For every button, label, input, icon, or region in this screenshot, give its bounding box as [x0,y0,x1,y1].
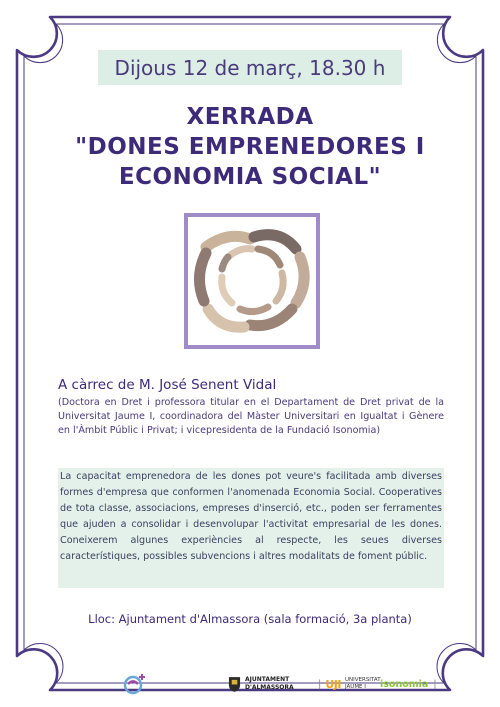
event-location: Lloc: Ajuntament d'Almassora (sala formació, 3a planta) [88,612,412,626]
speaker-name: A càrrec de M. José Senent Vidal [58,377,277,393]
hands-circle-illustration [188,217,316,345]
ajuntament-almassora-logo [228,670,294,698]
uji-logo-line-1: UNIVERSITAT [345,677,381,683]
event-title-line-3: ECONOMIA SOCIAL" [118,164,382,190]
uji-mark: UJI [325,677,341,691]
event-title [40,102,460,192]
town-logo-line-2: D'ALMASSORA [245,684,294,691]
hands-circle-image [184,213,320,349]
town-logo-line-1: AJUNTAMENT [245,676,290,683]
event-description: La capacitat emprenedora de les dones pot veure's facilitada amb diverses formes d'empresa que conformen l'anomenada Economia Social. Cooperatives de tota classe, associacions, empreses d'inserció, etc., poden ser ferramentes que ajuden a consolidar i desenvolupar l'activitat empresarial de les dones. Coneixerem algunes experiències al respecte, les seues diverses característiques, possibles subvencions i altres modalitats de foment públic. [58,468,444,588]
logo-separator: | [318,678,322,690]
uji-logo-line-2: JAUME I [345,684,366,690]
town-shield-icon [228,676,241,693]
equality-symbol-icon [120,670,150,698]
event-date-time: Dijous 12 de març, 18.30 h [98,50,402,85]
isonomia-wordmark: isonomia [380,678,429,690]
isonomia-logo [380,670,437,698]
equality-logo [120,670,150,698]
universitat-jaume-logo [318,670,381,698]
speaker-bio: (Doctora en Dret i professora titular en el Departament de Dret privat de la Universitat Jaume I, coordinadora del Màster Universitari en Igualtat i Gènere en l'Àmbit Públic i Privat; i vicepresidenta de la Fundació Isonomia) [58,397,444,436]
event-title-line-2: "DONES EMPRENEDORES I [75,134,425,160]
event-title-line-1: XERRADA [186,104,314,130]
logo-separator: | [433,678,437,690]
